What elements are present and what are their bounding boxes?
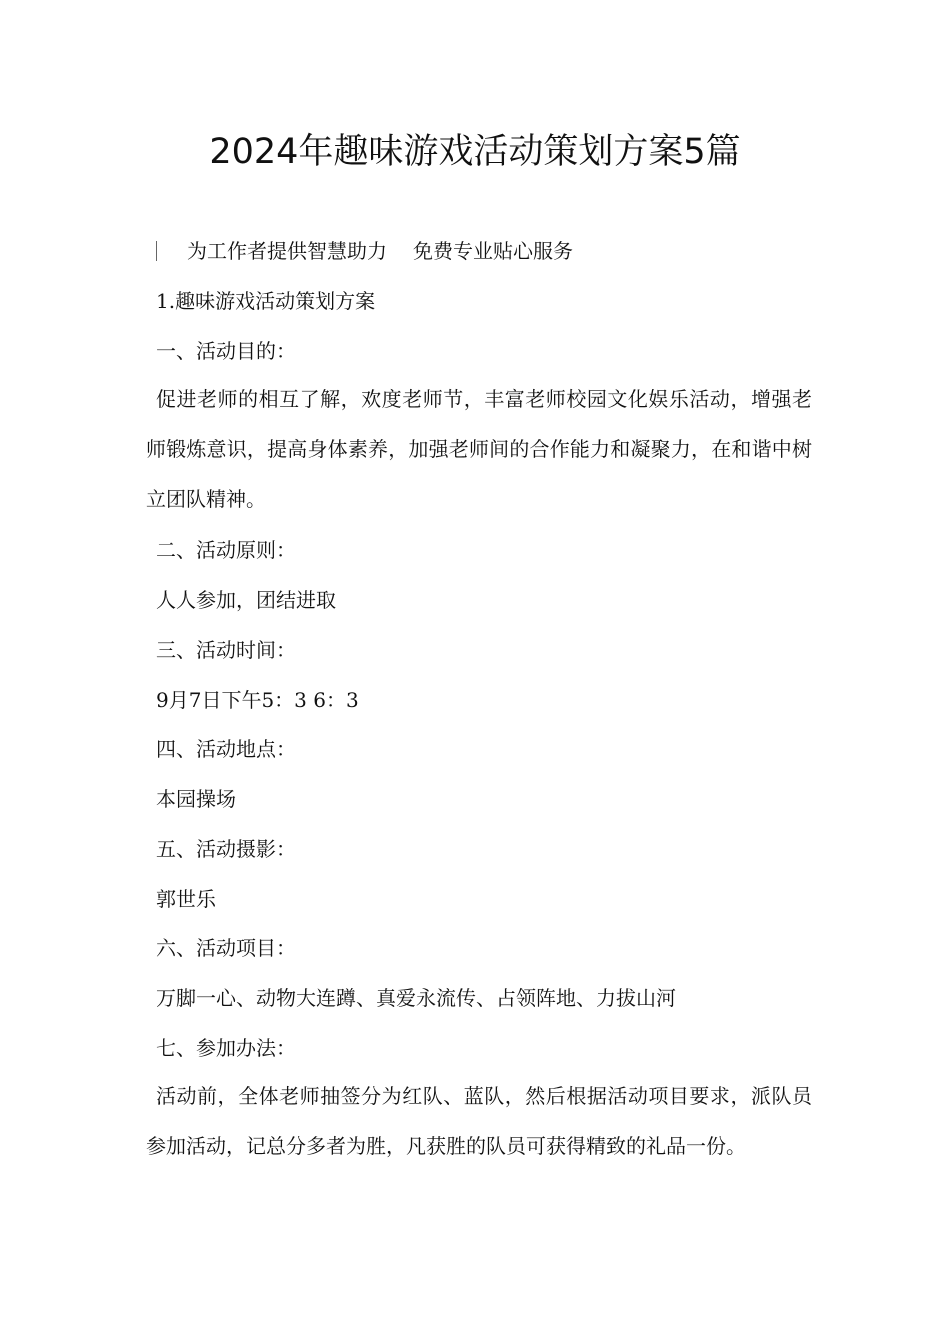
heading-purpose: 一、活动目的： [156,339,296,363]
tagline-divider [156,241,157,261]
paragraph-principle: 人人参加，团结进取 [156,588,336,612]
paragraph-location: 本园操场 [156,787,236,811]
paragraph-projects: 万脚一心、动物大连蹲、真爱永流传、占领阵地、力拔山河 [156,986,676,1010]
heading-location: 四、活动地点： [156,737,296,761]
tagline [156,236,573,266]
section-title: 1.趣味游戏活动策划方案 [156,289,376,313]
paragraph-method: 活动前，全体老师抽签分为红队、蓝队，然后根据活动项目要求，派队员参加活动，记总分多者为胜，凡获胜的队员可获得精致的礼品一份。 [146,1084,812,1158]
heading-time: 三、活动时间： [156,638,296,662]
paragraph-photography: 郭世乐 [156,887,216,911]
heading-method: 七、参加办法： [156,1036,296,1060]
paragraph-time: 9月7日下午5：3 6：3 [156,688,359,712]
paragraph-purpose: 促进老师的相互了解，欢度老师节，丰富老师校园文化娱乐活动，增强老师锻炼意识，提高身体素养，加强老师间的合作能力和凝聚力，在和谐中树立团队精神。 [146,387,812,511]
heading-principle: 二、活动原则： [156,538,296,562]
document-title: 2024年趣味游戏活动策划方案5篇 [209,132,741,172]
heading-projects: 六、活动项目： [156,936,296,960]
tagline-right: 免费专业贴心服务 [413,239,573,263]
tagline-left: 为工作者提供智慧助力 [187,239,387,263]
heading-photography: 五、活动摄影： [156,837,296,861]
